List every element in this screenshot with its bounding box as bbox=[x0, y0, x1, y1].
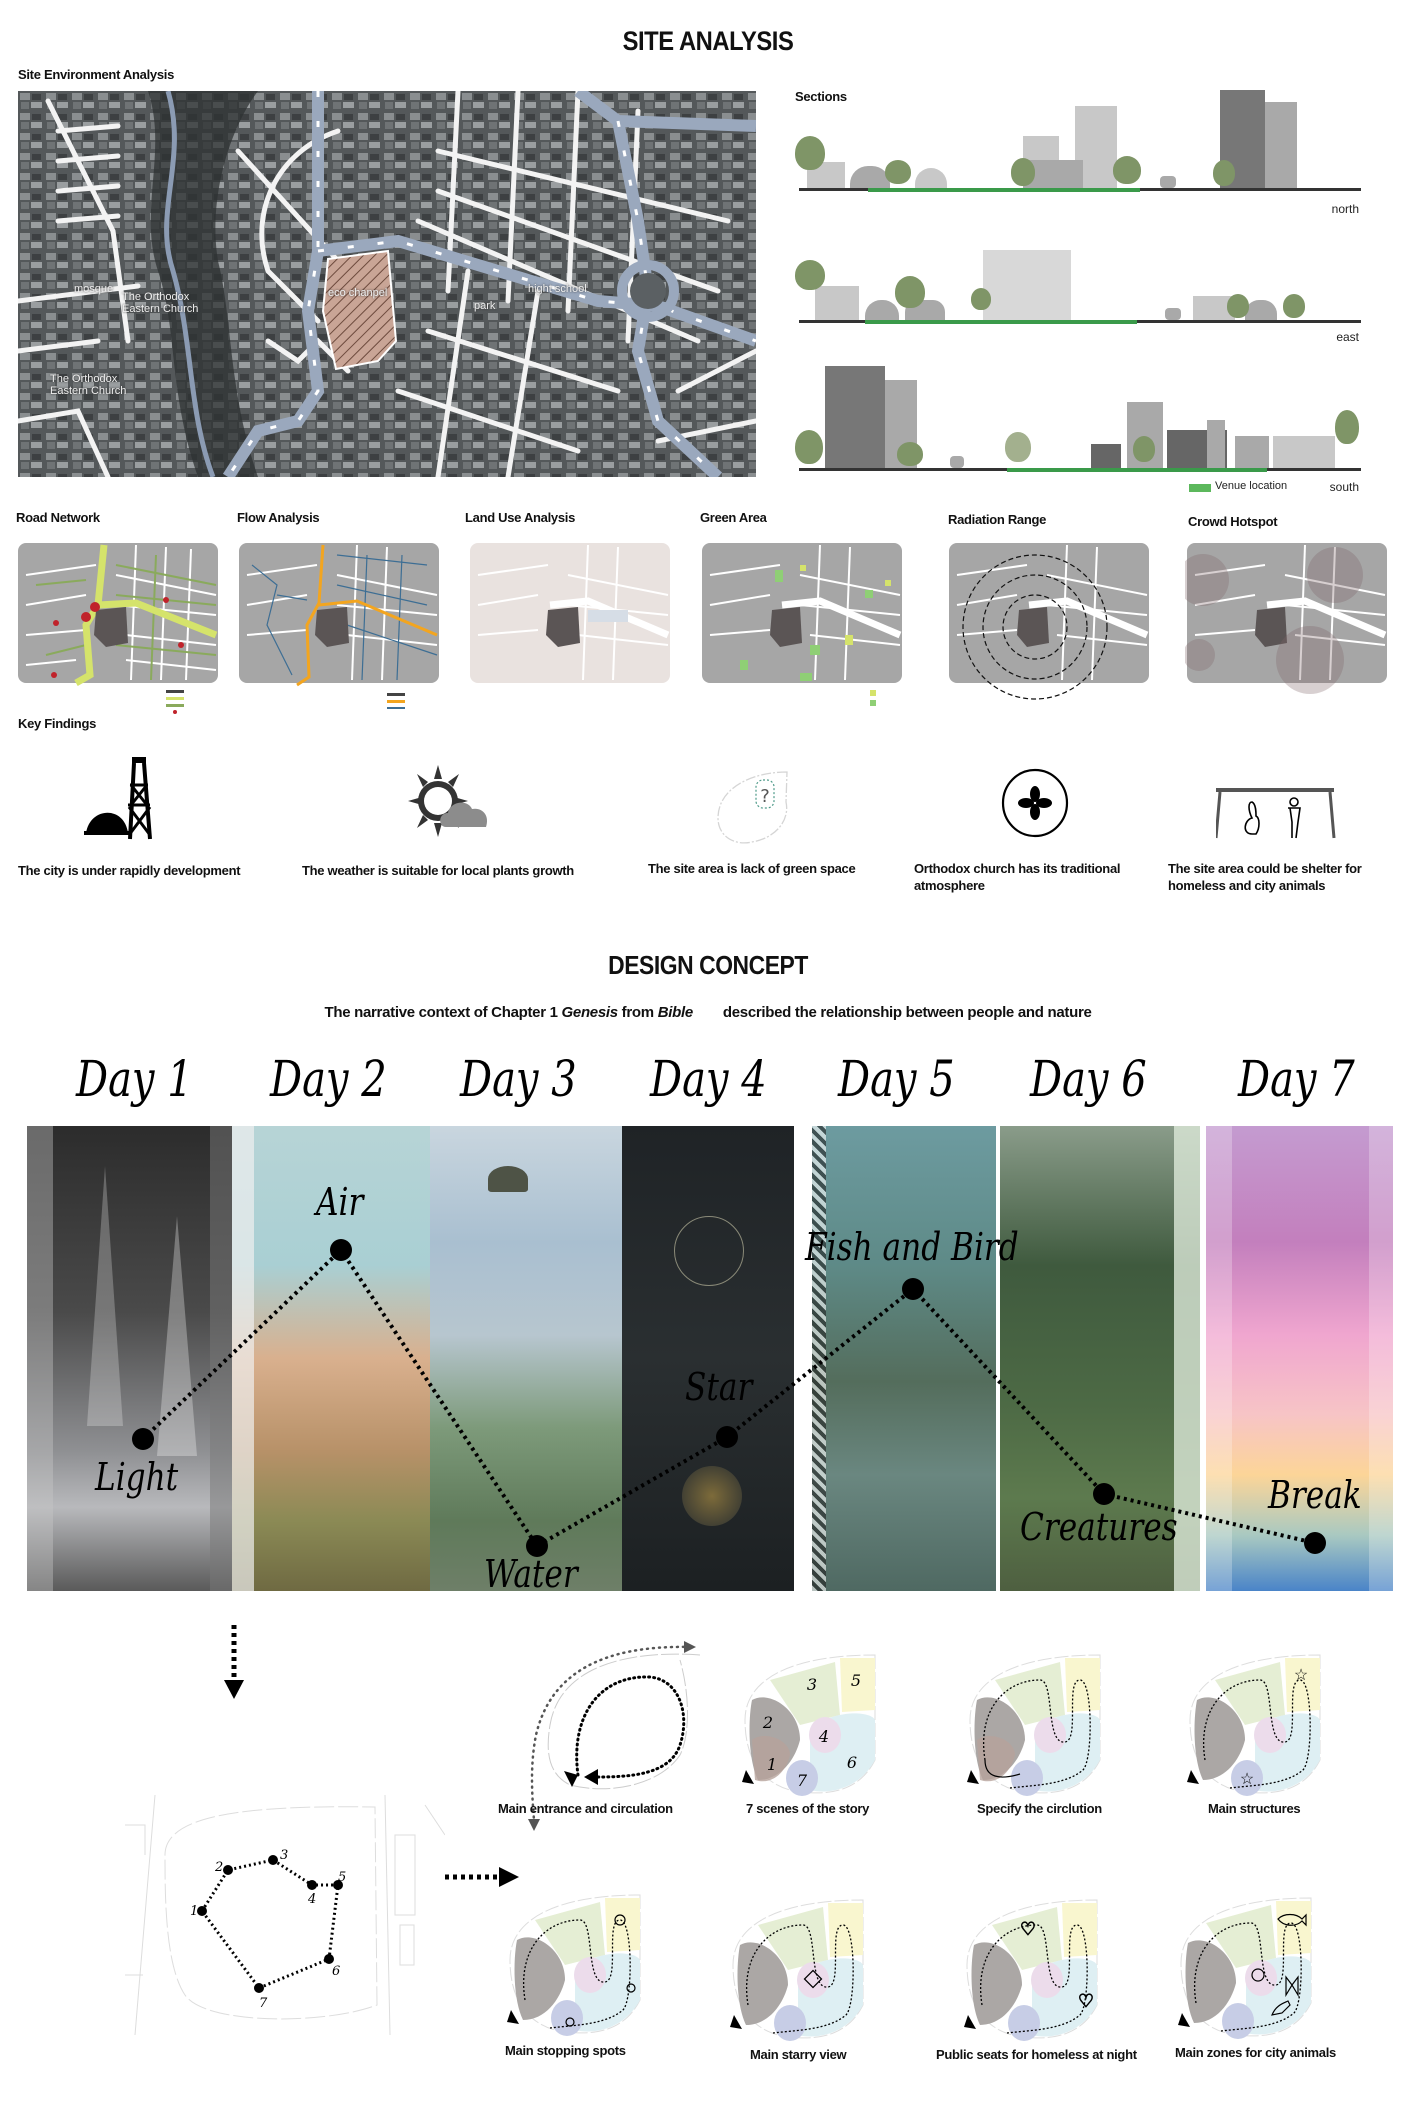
map-label-high-school: hight school bbox=[528, 283, 587, 295]
green-area-title: Green Area bbox=[700, 510, 767, 525]
site-point-1: 1 bbox=[190, 1904, 199, 1919]
air-point bbox=[330, 1239, 352, 1261]
main-starry-view-diagram bbox=[728, 1895, 878, 2045]
flow-analysis-map bbox=[237, 535, 447, 715]
finding-1-text: The city is under rapidly development bbox=[18, 863, 241, 878]
finding-3-text: The site area is lack of green space bbox=[648, 861, 856, 876]
specify-circulation-caption: Specify the circlution bbox=[977, 1801, 1102, 1816]
break-point bbox=[1304, 1532, 1326, 1554]
sections-heading: Sections bbox=[795, 89, 847, 104]
site-analysis-title: SITE ANALYSIS bbox=[622, 26, 794, 56]
public-seats-caption: Public seats for homeless at night bbox=[936, 2047, 1137, 2062]
theme-star: Star bbox=[685, 1365, 753, 1409]
site-point-2: 2 bbox=[215, 1860, 224, 1875]
main-stopping-spots-caption: Main stopping spots bbox=[505, 2043, 626, 2058]
svg-text:5: 5 bbox=[850, 1671, 862, 1690]
crowd-hotspot-title: Crowd Hotspot bbox=[1188, 514, 1278, 529]
section-south bbox=[795, 360, 1365, 500]
svg-text:♡: ♡ bbox=[1077, 1991, 1095, 2011]
day-3-label: Day 3 bbox=[460, 1050, 577, 1108]
svg-text:☆: ☆ bbox=[1239, 1771, 1255, 1788]
svg-text:4: 4 bbox=[818, 1727, 830, 1746]
flow-analysis-title: Flow Analysis bbox=[237, 510, 320, 525]
public-seats-diagram bbox=[962, 1895, 1112, 2045]
finding-5-text: The site area could be shelter for homeless and city animals bbox=[1168, 861, 1362, 893]
city-animals-diagram bbox=[1176, 1893, 1326, 2043]
theme-fish-bird: Fish and Bird bbox=[805, 1225, 1019, 1269]
main-structures-diagram bbox=[1185, 1650, 1335, 1800]
map-label-church-1: The Orthodox Eastern Church bbox=[122, 291, 199, 315]
site-environment-heading: Site Environment Analysis bbox=[18, 67, 175, 82]
section-direction-north: north bbox=[1331, 202, 1359, 216]
radiation-range-map bbox=[947, 535, 1157, 715]
venue-location-swatch bbox=[1189, 484, 1211, 492]
theme-break: Break bbox=[1268, 1473, 1362, 1517]
site-plan-sketch bbox=[125, 1795, 445, 2035]
site-environment-map bbox=[18, 91, 756, 477]
finding-4-text: Orthodox church has its traditional atmosphere bbox=[914, 861, 1121, 893]
orthodox-cross-circle-icon bbox=[1000, 768, 1070, 838]
theme-water: Water bbox=[484, 1552, 578, 1596]
specify-circulation-diagram bbox=[965, 1650, 1115, 1800]
subtitle-part3: described the relationship between people and nature bbox=[722, 1004, 1092, 1021]
theme-air: Air bbox=[316, 1180, 364, 1224]
road-network-title: Road Network bbox=[16, 510, 100, 525]
land-use-map bbox=[468, 535, 678, 715]
sun-cloud-icon bbox=[408, 765, 502, 837]
svg-text:3: 3 bbox=[806, 1675, 818, 1694]
oil-derrick-hardhat-icon bbox=[84, 755, 164, 845]
main-structures-caption: Main structures bbox=[1208, 1801, 1301, 1816]
day-2-label: Day 2 bbox=[270, 1050, 387, 1108]
green-area-map bbox=[700, 535, 910, 715]
venue-location-legend: Venue location bbox=[1215, 480, 1288, 492]
light-point bbox=[132, 1428, 154, 1450]
theme-light: Light bbox=[95, 1455, 179, 1499]
map-label-mosque: mosque bbox=[74, 283, 114, 295]
design-concept-title: DESIGN CONCEPT bbox=[608, 950, 808, 980]
site-point-4: 4 bbox=[308, 1892, 317, 1907]
finding-2-text: The weather is suitable for local plants growth bbox=[302, 863, 574, 878]
svg-text:☆: ☆ bbox=[1293, 1667, 1309, 1684]
svg-text:6: 6 bbox=[846, 1753, 858, 1772]
svg-text:♡: ♡ bbox=[1019, 1919, 1037, 1939]
subtitle-genesis: Genesis bbox=[561, 1004, 618, 1021]
svg-text:?: ? bbox=[760, 786, 770, 807]
design-concept-subtitle bbox=[0, 1004, 1416, 1021]
section-direction-east: east bbox=[1336, 330, 1359, 344]
crowd-hotspot-map bbox=[1185, 535, 1395, 715]
subtitle-bible: Bible bbox=[657, 1004, 693, 1021]
section-east bbox=[795, 250, 1365, 350]
section-north bbox=[795, 90, 1365, 220]
svg-text:2: 2 bbox=[762, 1713, 774, 1732]
site-point-3: 3 bbox=[280, 1848, 289, 1863]
road-network-map bbox=[16, 535, 226, 715]
star-point bbox=[716, 1426, 738, 1448]
theme-creatures: Creatures bbox=[1020, 1505, 1178, 1549]
day-7-label: Day 7 bbox=[1238, 1050, 1355, 1108]
main-entrance-caption: Main entrance and circulation bbox=[498, 1801, 673, 1816]
main-stopping-spots-diagram bbox=[505, 1890, 655, 2040]
day-5-label: Day 5 bbox=[838, 1050, 955, 1108]
city-animals-caption: Main zones for city animals bbox=[1175, 2045, 1336, 2060]
site-point-5: 5 bbox=[338, 1870, 347, 1885]
right-arrow-icon bbox=[445, 1866, 519, 1888]
down-arrow-icon bbox=[222, 1625, 246, 1705]
key-findings-heading: Key Findings bbox=[18, 716, 97, 731]
creatures-point bbox=[1093, 1483, 1115, 1505]
day-4-label: Day 4 bbox=[650, 1050, 767, 1108]
site-point-6: 6 bbox=[332, 1964, 341, 1979]
radiation-range-title: Radiation Range bbox=[948, 512, 1047, 527]
seven-scenes-caption: 7 scenes of the story bbox=[746, 1801, 870, 1816]
narrative-path bbox=[0, 1126, 1416, 1591]
map-label-church-2: The Orthodox Eastern Church bbox=[50, 373, 127, 397]
subtitle-part2: from bbox=[617, 1004, 658, 1021]
main-starry-view-caption: Main starry view bbox=[750, 2047, 847, 2062]
day-1-label: Day 1 bbox=[76, 1050, 193, 1108]
day-6-label: Day 6 bbox=[1030, 1050, 1147, 1108]
site-point-7: 7 bbox=[259, 1996, 268, 2011]
land-use-title: Land Use Analysis bbox=[465, 510, 576, 525]
svg-text:7: 7 bbox=[796, 1771, 808, 1790]
question-green-space-icon bbox=[712, 768, 792, 848]
map-label-park: park bbox=[474, 300, 496, 312]
svg-text:1: 1 bbox=[766, 1755, 778, 1774]
seven-scenes-diagram bbox=[740, 1650, 890, 1800]
section-direction-south: south bbox=[1329, 480, 1359, 494]
subtitle-part1: The narrative context of Chapter 1 bbox=[324, 1004, 562, 1021]
map-label-eco-chapel: eco chanpel bbox=[328, 287, 388, 299]
fish-bird-point bbox=[902, 1278, 924, 1300]
shelter-rabbit-person-icon bbox=[1216, 788, 1336, 840]
